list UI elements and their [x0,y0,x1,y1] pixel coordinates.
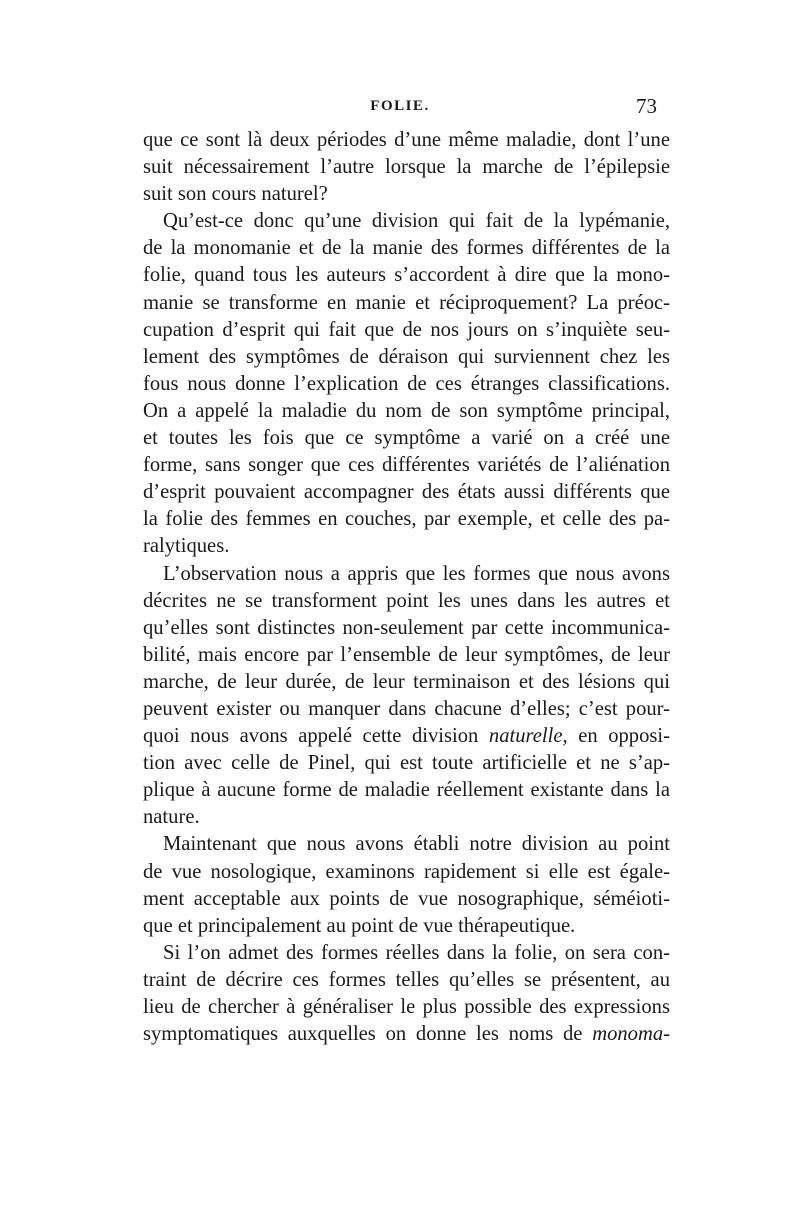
text-line [143,831,670,858]
text-line [143,696,670,723]
text-line [143,886,670,913]
text-line-content: manie se transforme en manie et réciproquement? La préoc- [143,291,670,314]
text-line-content: bilité, mais encore par l’ensemble de leur symptômes, de leur [143,643,670,666]
running-title: FOLIE. [370,98,430,114]
text-line-content: quoi nous avons appelé cette division [143,725,489,748]
text-line-content: Qu’est-ce donc qu’une division qui fait de la lypémanie, [163,210,670,233]
text-line-content: symptomatiques auxquelles on donne les noms de [143,1023,593,1046]
text-line-content: d’esprit pouvaient accompagner des états aussi différents que [143,481,670,504]
text-line-content: plique à aucune forme de maladie réellement existante dans la [143,779,670,802]
text-line [143,371,670,398]
text-line [143,479,670,506]
text-line [143,967,670,994]
text-line [143,859,670,886]
text-line [143,561,670,588]
body-text [143,127,670,1048]
italic-term: naturelle, [488,725,568,748]
text-line [143,181,670,208]
text-line [143,1021,670,1048]
text-line-content: marche, de leur durée, de leur terminaison et des lésions qui [143,670,670,693]
text-line-content: de vue nosologique, examinons rapidement si elle est égale- [143,860,670,883]
text-line [143,723,670,750]
text-line [143,208,670,235]
text-line-content: lieu de chercher à généraliser le plus possible des expressions [143,996,670,1018]
text-line-content: la folie des femmes en couches, par exemple, et celle des pa- [143,508,670,531]
text-line-content: tion avec celle de Pinel, qui est toute artificielle et ne s’ap- [143,752,670,775]
page-number: 73 [636,94,657,118]
text-line-content: On a appelé la maladie du nom de son symptôme principal, [143,399,670,422]
text-line-content: peuvent exister ou manquer dans chacune d’elles; c’est pour- [143,697,670,720]
text-line-content: Maintenant que nous avons établi notre division au point [163,833,670,856]
text-line-content: lement des symptômes de déraison qui surviennent chez les [143,345,670,368]
text-line [143,777,670,804]
text-line-content: ralytiques. [143,535,230,558]
text-line [143,750,670,777]
text-line [143,425,670,452]
text-line [143,317,670,344]
text-line [143,127,670,154]
text-line-content: forme, sans songer que ces différentes variétés de l’aliénation [143,454,670,477]
text-line-content: nature. [143,806,200,829]
text-line-content: que ce sont là deux périodes d’une même maladie, dont l’une [143,129,670,151]
text-line-content: suit son cours naturel? [143,183,328,206]
text-line [143,642,670,669]
text-line [143,262,670,289]
text-line [143,290,670,317]
text-line [143,506,670,533]
text-line [143,804,670,831]
text-line [143,533,670,560]
text-line [143,994,670,1021]
text-line-continuation: en opposi- [567,725,670,748]
text-line-content: traint de décrire ces formes telles qu’elles se présentent, au [143,968,670,991]
text-line [143,398,670,425]
text-line-content: que et principalement au point de vue thérapeutique. [143,914,576,937]
text-line [143,615,670,642]
text-line-content: cupation d’esprit qui fait que de nos jours on s’inquiète seu- [143,318,670,341]
text-line [143,940,670,967]
text-line-content: de la monomanie et de la manie des formes différentes de la [143,237,670,260]
text-line-content: fous nous donne l’explication de ces étranges classifications. [143,372,670,395]
text-line [143,588,670,615]
italic-term: monoma- [592,1023,670,1046]
text-line [143,235,670,262]
text-line-content: folie, quand tous les auteurs s’accordent à dire que la mono- [143,264,670,287]
text-line [143,344,670,371]
text-line-content: suit nécessairement l’autre lorsque la marche de l’épilepsie [143,156,670,179]
text-line [143,154,670,181]
text-line-content: ment acceptable aux points de vue nosographique, séméioti- [143,887,670,910]
text-line-content: décrites ne se transforment point les unes dans les autres et [143,589,670,612]
text-line-content: Si l’on admet des formes réelles dans la folie, on sera con- [163,941,670,964]
text-line [143,669,670,696]
text-line-content: qu’elles sont distinctes non-seulement par cette incommunica- [143,616,670,639]
text-line-content: L’observation nous a appris que les formes que nous avons [163,562,670,585]
text-line-content: et toutes les fois que ce symptôme a varié on a créé une [143,427,670,450]
text-line [143,452,670,479]
text-line [143,913,670,940]
